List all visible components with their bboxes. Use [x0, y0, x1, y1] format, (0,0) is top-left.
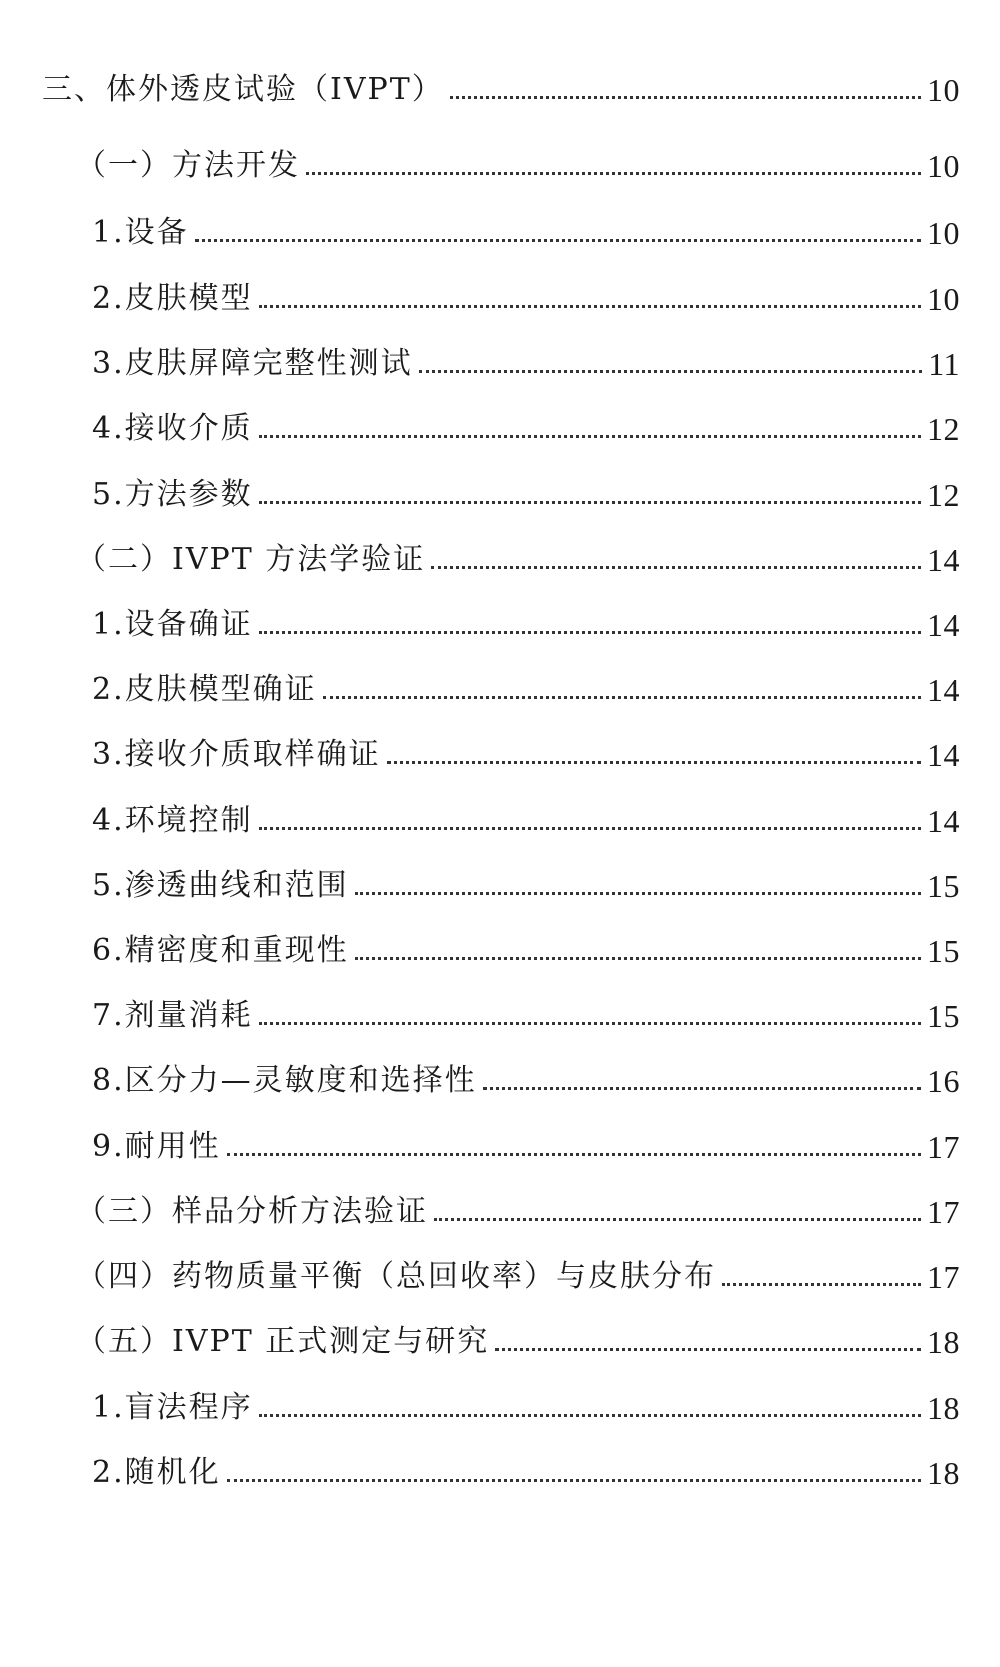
- toc-entry-title: 5.渗透曲线和范围: [92, 868, 349, 903]
- toc-entry[interactable]: [92, 271, 960, 319]
- toc-entry[interactable]: [92, 597, 960, 645]
- toc-entry[interactable]: [92, 1380, 960, 1428]
- toc-dot-leader: [259, 305, 921, 308]
- toc-entry-title: 6.精密度和重现性: [92, 933, 349, 968]
- toc-entry[interactable]: [92, 793, 960, 841]
- toc-entry-title: 8.区分力—灵敏度和选择性: [92, 1063, 477, 1098]
- toc-entry-title: 2.皮肤模型: [92, 281, 253, 316]
- toc-page-number: 11: [928, 346, 960, 382]
- toc-entry[interactable]: [92, 727, 960, 775]
- toc-entry[interactable]: [76, 138, 960, 186]
- toc-page-number: 18: [927, 1390, 960, 1426]
- toc-page-number: 18: [927, 1324, 960, 1360]
- toc-entry-title: 2.随机化: [92, 1455, 221, 1490]
- toc-dot-leader: [259, 1414, 921, 1417]
- toc-page-number: 18: [927, 1455, 960, 1491]
- toc-page-number: 15: [927, 998, 960, 1034]
- toc-dot-leader: [259, 501, 921, 504]
- toc-dot-leader: [495, 1348, 921, 1351]
- toc-page-number: 10: [927, 72, 960, 108]
- toc-entry[interactable]: [92, 858, 960, 906]
- toc-entry-title: 三、体外透皮试验（IVPT）: [42, 72, 444, 107]
- toc-entry[interactable]: [92, 1119, 960, 1167]
- toc-dot-leader: [306, 172, 921, 175]
- toc-entry-title: （一）方法开发: [76, 148, 300, 183]
- toc-entry[interactable]: [76, 1249, 960, 1297]
- toc-entry[interactable]: [76, 1184, 960, 1232]
- toc-page-number: 16: [927, 1063, 960, 1099]
- toc-entry-title: 1.盲法程序: [92, 1390, 253, 1425]
- toc-entry[interactable]: [92, 205, 960, 253]
- toc-dot-leader: [355, 957, 921, 960]
- toc-page-number: 14: [927, 542, 960, 578]
- toc-entry-title: 4.环境控制: [92, 803, 253, 838]
- toc-entry-title: 1.设备: [92, 215, 189, 250]
- toc-dot-leader: [259, 435, 921, 438]
- toc-page-number: 17: [927, 1259, 960, 1295]
- toc-dot-leader: [259, 631, 921, 634]
- toc-page-number: 15: [927, 933, 960, 969]
- toc-page-number: 17: [927, 1194, 960, 1230]
- toc-entry[interactable]: [92, 336, 960, 384]
- toc-dot-leader: [431, 566, 921, 569]
- toc-entry-title: 4.接收介质: [92, 411, 253, 446]
- toc-entry-title: （四）药物质量平衡（总回收率）与皮肤分布: [76, 1259, 716, 1294]
- toc-entry-title: 5.方法参数: [92, 477, 253, 512]
- toc-page-number: 14: [927, 672, 960, 708]
- toc-entry[interactable]: [42, 62, 960, 110]
- toc-entry[interactable]: [76, 532, 960, 580]
- toc-entry[interactable]: [92, 1053, 960, 1101]
- toc-page-number: 15: [927, 868, 960, 904]
- toc-entry-title: 1.设备确证: [92, 607, 253, 642]
- toc-page-number: 14: [927, 607, 960, 643]
- toc-dot-leader: [722, 1283, 921, 1286]
- toc-dot-leader: [434, 1218, 921, 1221]
- toc-entry[interactable]: [76, 1314, 960, 1362]
- toc-dot-leader: [259, 1022, 921, 1025]
- toc-dot-leader: [227, 1479, 921, 1482]
- toc-entry[interactable]: [92, 923, 960, 971]
- toc-entry-title: （五）IVPT 正式测定与研究: [76, 1324, 490, 1359]
- toc-dot-leader: [355, 892, 921, 895]
- toc-entry[interactable]: [92, 467, 960, 515]
- toc-entry[interactable]: [92, 988, 960, 1036]
- toc-page-number: 12: [927, 477, 960, 513]
- toc-page-number: 10: [927, 281, 960, 317]
- toc-dot-leader: [227, 1153, 921, 1156]
- toc-entry[interactable]: [92, 1445, 960, 1493]
- toc-entry[interactable]: [92, 662, 960, 710]
- toc-entry-title: （二）IVPT 方法学验证: [76, 542, 426, 577]
- toc-entry-title: 3.接收介质取样确证: [92, 737, 381, 772]
- toc-page-number: 14: [927, 803, 960, 839]
- toc-page-number: 10: [927, 215, 960, 251]
- toc-entry[interactable]: [92, 401, 960, 449]
- toc-entry-title: （三）样品分析方法验证: [76, 1194, 428, 1229]
- toc-dot-leader: [195, 239, 921, 242]
- toc-page-number: 14: [927, 737, 960, 773]
- toc-dot-leader: [450, 96, 921, 99]
- toc-dot-leader: [259, 827, 921, 830]
- toc-dot-leader: [323, 696, 921, 699]
- toc-entry-title: 9.耐用性: [92, 1129, 221, 1164]
- toc-page-number: 17: [927, 1129, 960, 1165]
- toc-entry-title: 2.皮肤模型确证: [92, 672, 317, 707]
- toc-dot-leader: [483, 1087, 921, 1090]
- toc-dot-leader: [387, 761, 921, 764]
- toc-entry-title: 7.剂量消耗: [92, 998, 253, 1033]
- toc-page-number: 10: [927, 148, 960, 184]
- toc-dot-leader: [419, 370, 923, 373]
- toc-page-number: 12: [927, 411, 960, 447]
- toc-entry-title: 3.皮肤屏障完整性测试: [92, 346, 413, 381]
